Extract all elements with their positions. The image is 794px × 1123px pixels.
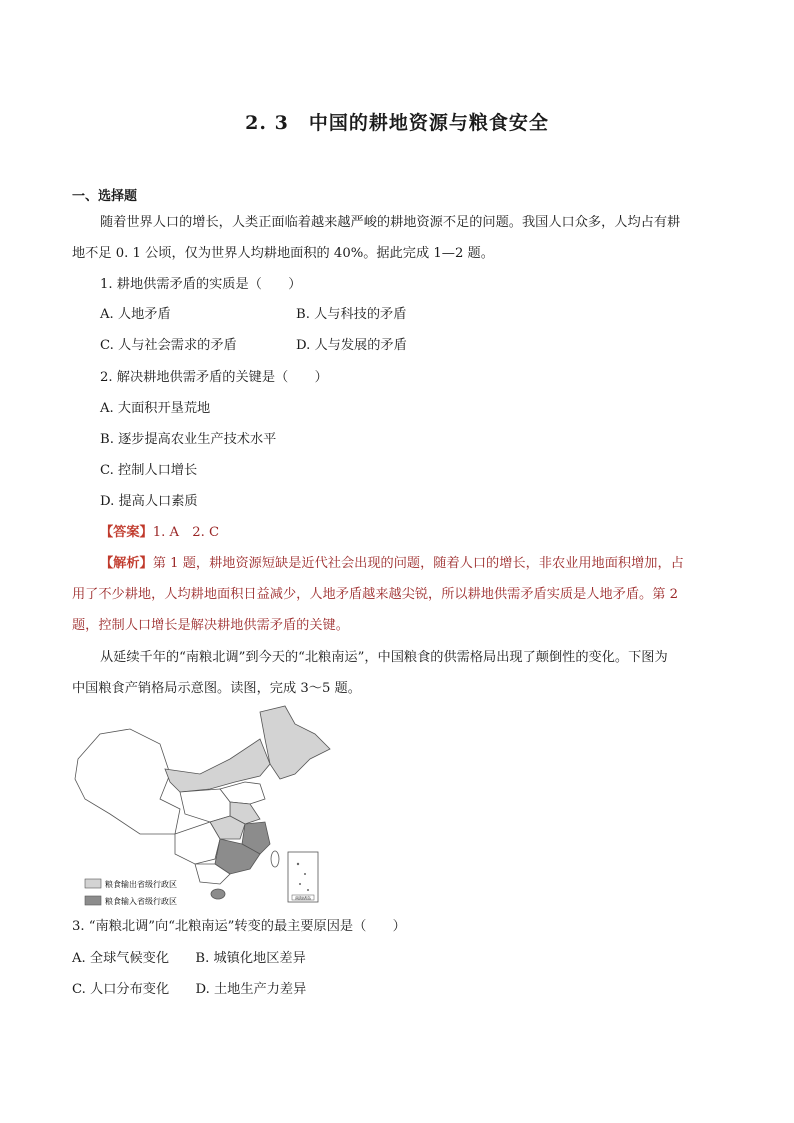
analysis-text: 第 1 题，耕地资源短缺是近代社会出现的问题，随着人口的增长，非农业用地面积增加，占	[152, 556, 684, 571]
answer-tag: 【答案】	[100, 525, 153, 540]
q2-option-a: A. 大面积开垦荒地	[100, 401, 211, 416]
question-3-stem: 3. “南粮北调”向“北粮南运”转变的最主要原因是（ ）	[72, 919, 406, 934]
analysis-line: 题，控制人口增长是解决耕地供需矛盾的关键。	[72, 618, 349, 633]
page-title: 2. 3 中国的耕地资源与粮食安全	[245, 112, 549, 134]
q1-option-c: C. 人与社会需求的矛盾	[100, 338, 237, 353]
map-region-west	[75, 729, 180, 834]
q2-option-d: D. 提高人口素质	[100, 494, 198, 509]
legend-swatch-export	[85, 879, 101, 888]
intro-paragraph-line: 中国粮食产销格局示意图。读图，完成 3～5 题。	[72, 681, 361, 696]
q1-option-b: B. 人与科技的矛盾	[296, 307, 407, 322]
question-2-stem: 2. 解决耕地供需矛盾的关键是（ ）	[100, 370, 328, 385]
q3-options-row-2: C. 人口分布变化 D. 土地生产力差异	[72, 982, 307, 997]
analysis-tag: 【解析】	[100, 556, 153, 571]
intro-paragraph-line: 地不足 0. 1 公顷，仅为世界人均耕地面积的 40%。据此完成 1—2 题。	[72, 246, 494, 261]
map-region-hainan-import	[211, 889, 225, 899]
analysis-line	[100, 549, 725, 578]
map-region-taiwan	[271, 851, 279, 867]
answer-text: 1. A 2. C	[152, 525, 220, 540]
map-inset-label: 南海诸岛	[295, 895, 311, 901]
legend-export-label: 粮食输出省级行政区	[105, 880, 177, 889]
intro-paragraph-line: 随着世界人口的增长，人类正面临着越来越严峻的耕地资源不足的问题。我国人口众多，人均占有耕	[100, 215, 681, 230]
q1-option-a: A. 人地矛盾	[100, 307, 171, 322]
china-grain-map	[70, 704, 345, 914]
analysis-line: 用了不少耕地，人均耕地面积日益减少，人地矛盾越来越尖锐，所以耕地供需矛盾实质是人地矛盾。第 2	[72, 587, 679, 602]
legend-swatch-import	[85, 896, 101, 905]
q2-option-b: B. 逐步提高农业生产技术水平	[100, 432, 277, 447]
question-1-stem: 1. 耕地供需矛盾的实质是（ ）	[100, 277, 302, 292]
map-region-southwest	[175, 822, 220, 864]
q2-option-c: C. 控制人口增长	[100, 463, 198, 478]
map-inset-frame	[288, 852, 318, 902]
answer-line	[100, 518, 219, 547]
map-region-northeast-export	[260, 706, 330, 779]
intro-paragraph-line: 从延续千年的“南粮北调”到今天的“北粮南运”，中国粮食的供需格局出现了颠倒性的变化。下图为	[100, 650, 668, 665]
section-heading: 一、选择题	[72, 189, 138, 204]
legend-import-label: 粮食输入省级行政区	[105, 897, 177, 906]
q1-option-d: D. 人与发展的矛盾	[296, 338, 407, 353]
q3-options-row-1: A. 全球气候变化 B. 城镇化地区差异	[72, 951, 306, 966]
map-region-central	[180, 789, 230, 822]
